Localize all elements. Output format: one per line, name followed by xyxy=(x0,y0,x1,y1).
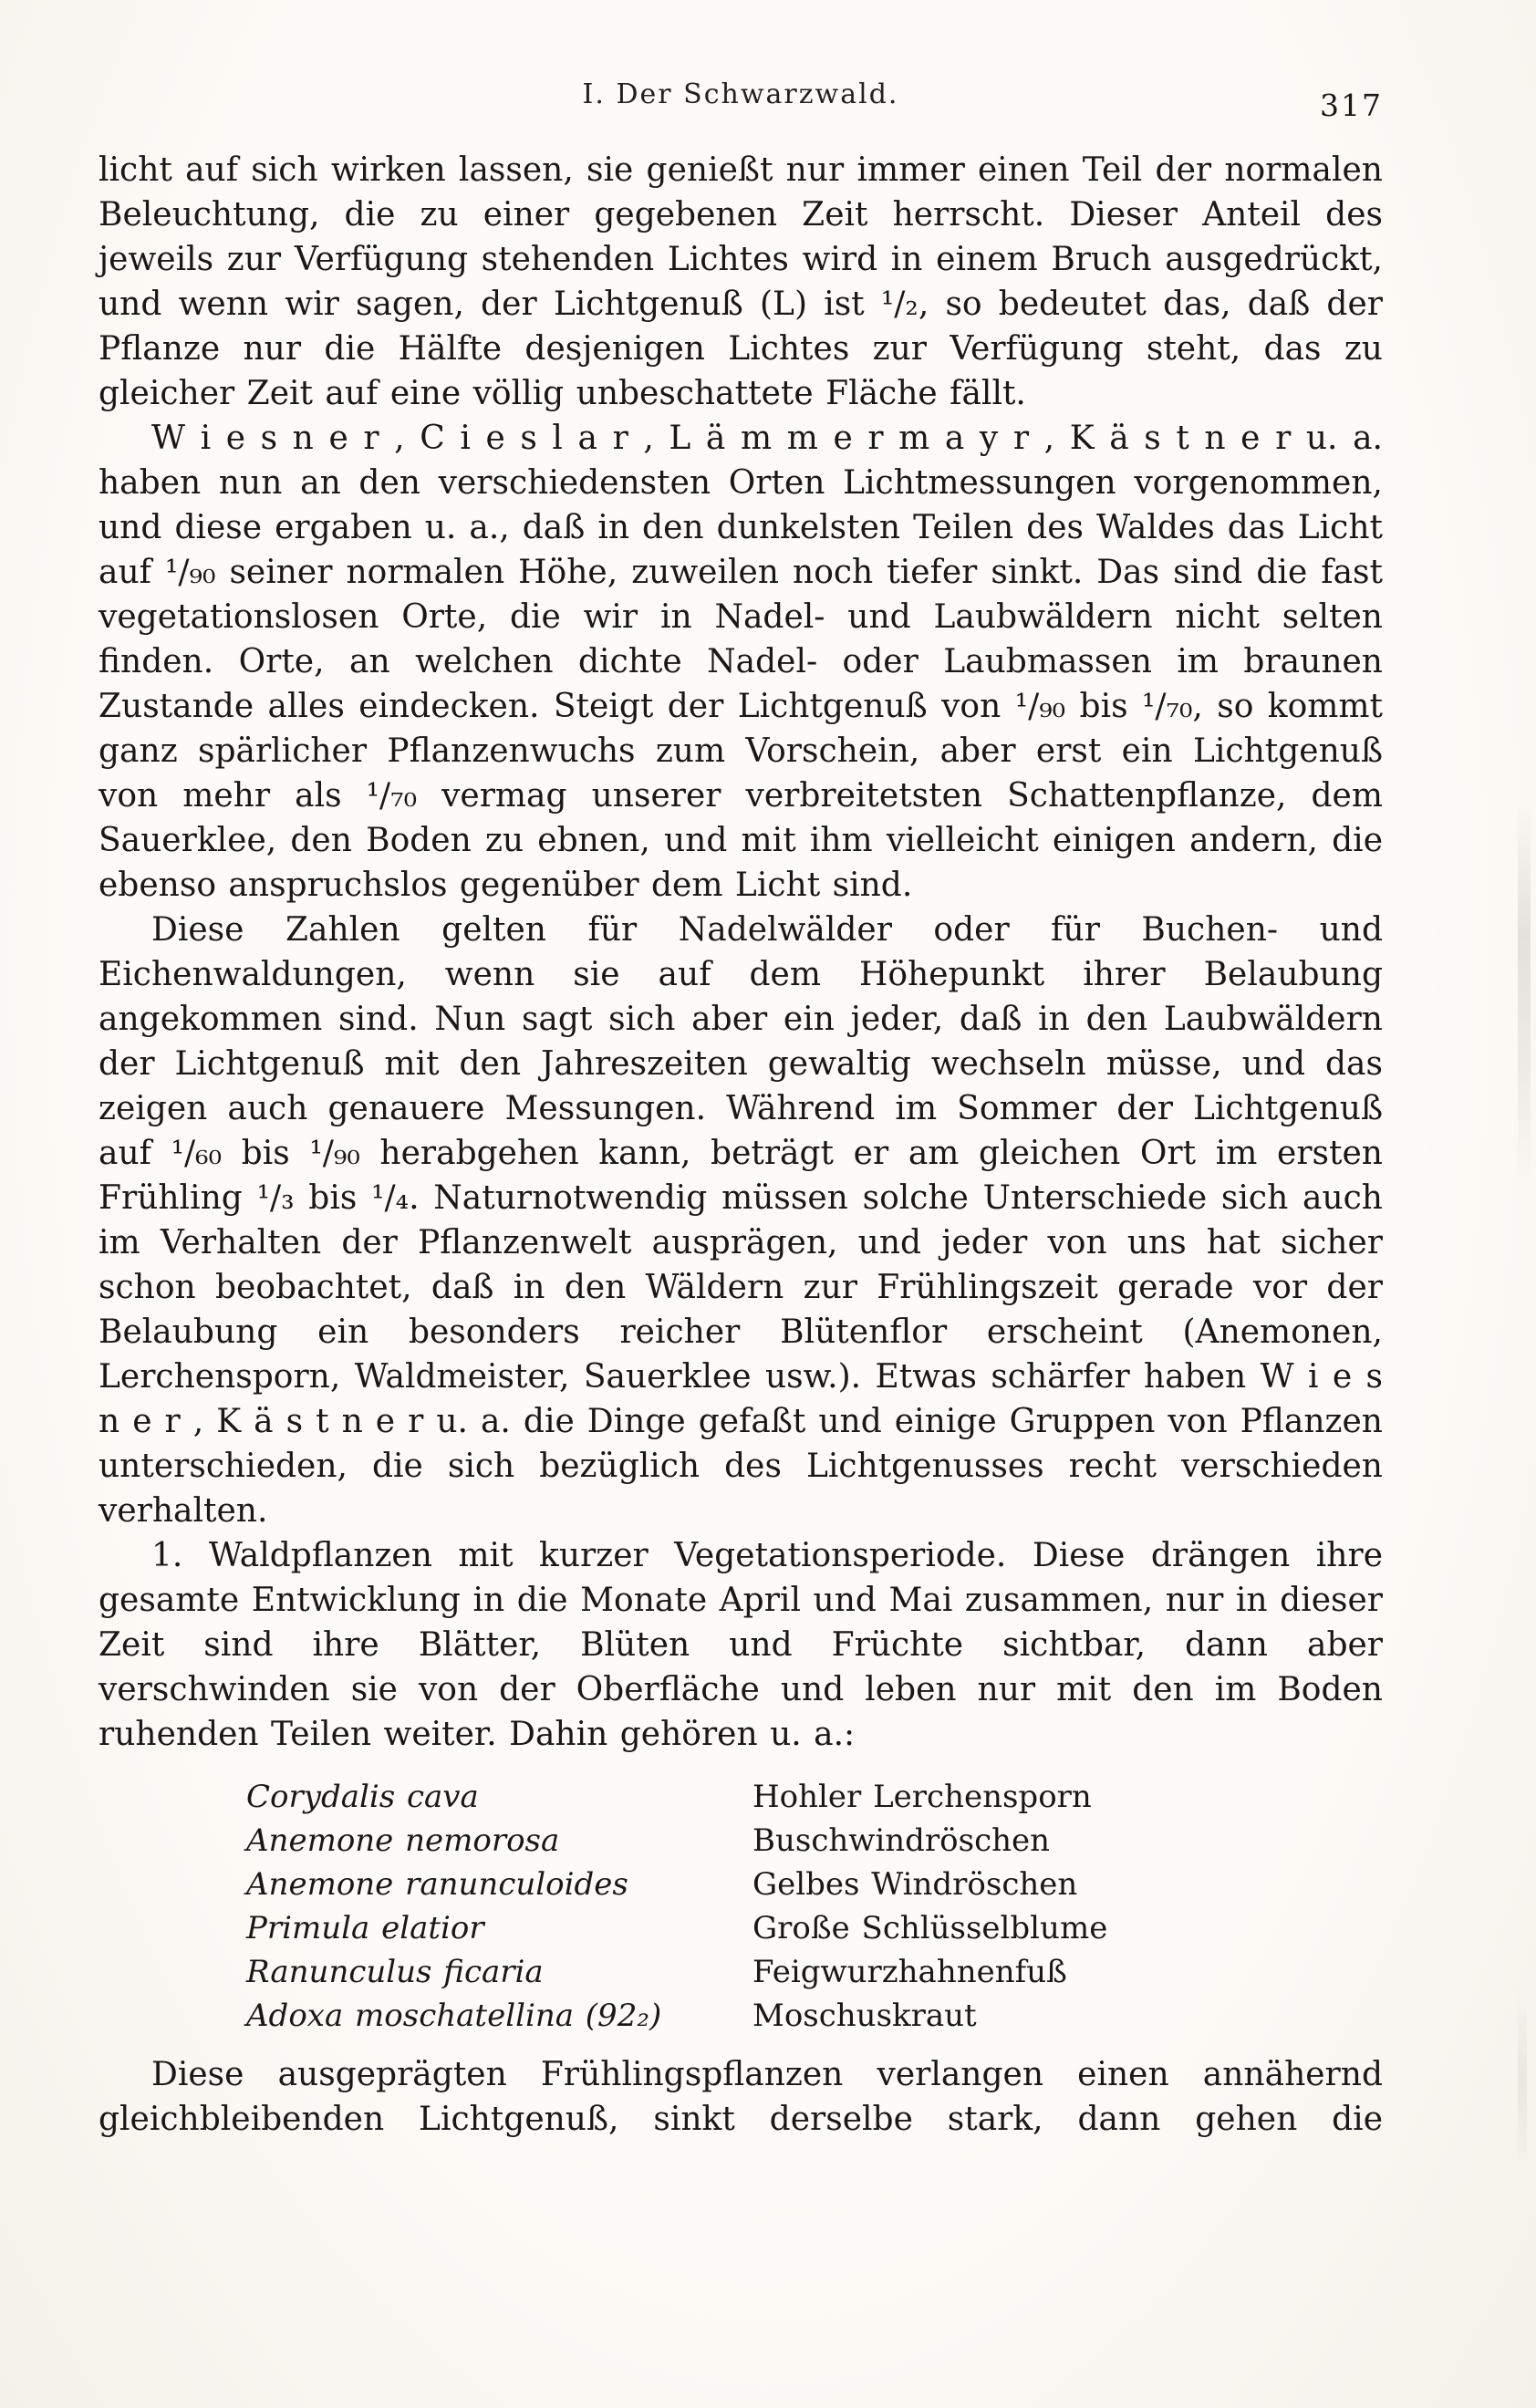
scan-smudge xyxy=(1518,803,1531,1186)
scan-smudge-secondary xyxy=(1518,1988,1527,2171)
text-block xyxy=(99,78,1383,2142)
running-header-title: I. Der Schwarzwald. xyxy=(582,78,899,110)
closing-paragraph: Diese ausgeprägten Frühlingspflanzen verlangen einen annähernd gleichbleibenden Lichtgenuß, sinkt derselbe stark, dann gehen die xyxy=(99,2056,1383,2138)
table-cell-german: Hohler Lerchensporn xyxy=(752,1779,1092,1815)
table-cell-latin: Primula elatior xyxy=(246,1910,484,1946)
page-number: 317 xyxy=(1320,88,1383,123)
paragraph-continuation: licht auf sich wirken lassen, sie genießt nur immer einen Teil der normalen Beleuchtung, die zu einer gegebenen Zeit herrscht. Dieser Anteil des jeweils zur Verfügung stehenden Lichtes wird in einem Bruch ausgedrückt, und wenn wir sagen, der Lichtgenuß (L) ist ¹/₂, so bedeutet das, daß der Pflanze nur die Hälfte desjenigen Lichtes zur Verfügung steht, das zu gleicher Zeit auf eine völlig unbeschattete Fläche fällt. xyxy=(99,151,1383,412)
table-cell-latin: Anemone nemorosa xyxy=(246,1822,560,1859)
table-cell-german: Feigwurzhahnenfuß xyxy=(752,1954,1067,1990)
table-cell-latin: Anemone ranunculoides xyxy=(246,1866,628,1903)
table-cell-latin: Corydalis cava xyxy=(246,1779,479,1815)
paragraph-light-measurements: W i e s n e r , C i e s l a r , L ä m m e r m a y r , K ä s t n e r u. a. haben nun an den verschiedensten Orten Lichtmessungen vorgenommen, und diese ergaben u. a., daß in den dunkelsten Teilen des Waldes das Licht auf ¹/₉₀ seiner normalen Höhe, zuweilen noch tiefer sinkt. Das sind die fast vegetationslosen Orte, die wir in Nadel- und Laubwäldern nicht selten finden. Orte, an welchen dichte Nadel- oder Laubmassen im braunen Zustande alles eindecken. Steigt der Lichtgenuß von ¹/₉₀ bis ¹/₇₀, so kommt ganz spärlicher Pflanzenwuchs zum Vorschein, aber erst ein Lichtgenuß von mehr als ¹/₇₀ vermag unserer verbreitetsten Schattenpflanze, dem Sauerklee, den Boden zu ebnen, und mit ihm vielleicht einigen andern, die ebenso anspruchslos gegenüber dem Licht sind. xyxy=(99,420,1383,904)
running-header xyxy=(99,78,1383,128)
paragraph-seasonal-light: Diese Zahlen gelten für Nadelwälder oder für Buchen- und Eichenwaldungen, wenn sie auf dem Höhepunkt ihrer Belaubung angekommen sind. Nun sagt sich aber ein jeder, daß in den Laubwäldern der Lichtgenuß mit den Jahreszeiten gewaltig wechseln müsse, und das zeigen auch genauere Messungen. Während im Sommer der Lichtgenuß auf ¹/₆₀ bis ¹/₉₀ herabgehen kann, beträgt er am gleichen Ort im ersten Frühling ¹/₃ bis ¹/₄. Naturnotwendig müssen solche Unterschiede sich auch im Verhalten der Pflanzenwelt ausprägen, und jeder von uns hat sicher schon beobachtet, daß in den Wäldern zur Frühlingszeit gerade vor der Belaubung ein besonders reicher Blütenflor erscheint (Anemonen, Lerchensporn, Waldmeister, Sauerklee usw.). Etwas schärfer haben W i e s n e r , K ä s t n e r u. a. die Dinge gefaßt und einige Gruppen von Pflanzen unterschieden, die sich bezüglich des Lichtgenusses recht verschieden verhalten. xyxy=(99,911,1383,1530)
table-cell-latin: Adoxa moschatellina (92₂) xyxy=(246,1998,662,2034)
table-cell-german: Große Schlüsselblume xyxy=(752,1910,1108,1946)
page-body xyxy=(99,148,1383,2142)
species-table xyxy=(246,1775,1383,2038)
table-cell-german: Buschwindröschen xyxy=(752,1822,1051,1859)
table-cell-german: Gelbes Windröschen xyxy=(752,1866,1078,1903)
paragraph-forest-plants-group1: 1. Waldpflanzen mit kurzer Vegetationsperiode. Diese drängen ihre gesamte Entwicklung in die Monate April und Mai zusammen, nur in dieser Zeit sind ihre Blätter, Blüten und Früchte sichtbar, dann aber verschwinden sie von der Oberfläche und leben nur mit den im Boden ruhenden Teilen weiter. Dahin gehören u. a.: xyxy=(99,1537,1383,1753)
table-cell-german: Moschuskraut xyxy=(752,1998,977,2034)
table-cell-latin: Ranunculus ficaria xyxy=(246,1954,544,1990)
